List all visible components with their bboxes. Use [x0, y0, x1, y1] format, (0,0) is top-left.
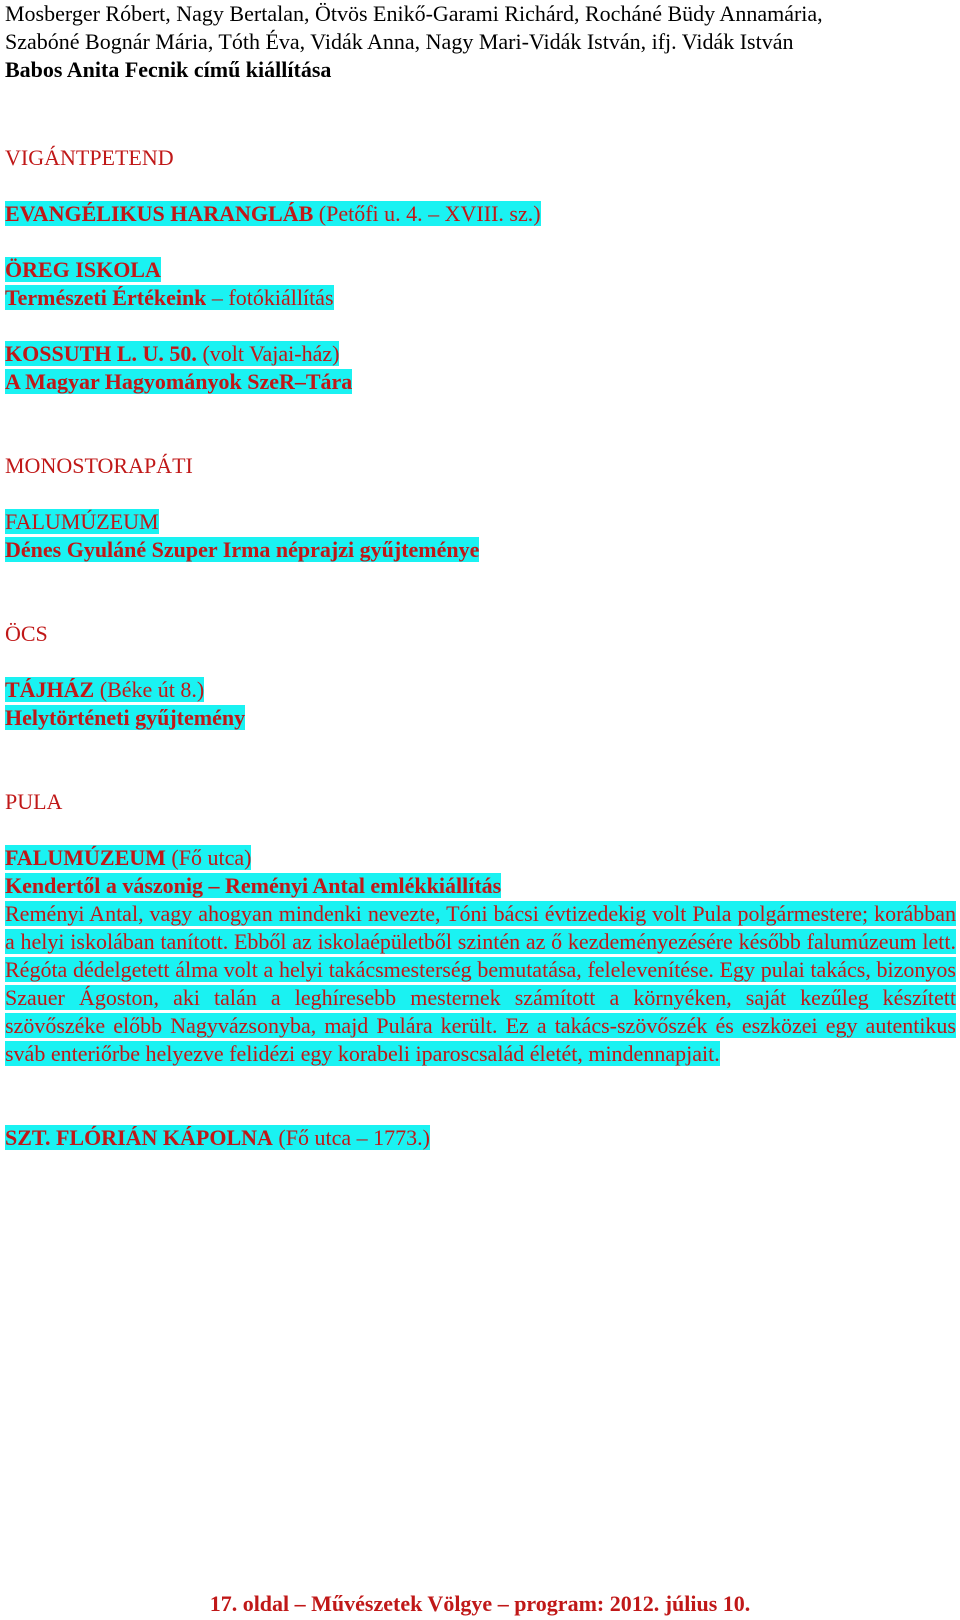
venue-oreg-iskola: ÖREG ISKOLA	[5, 257, 161, 282]
venue-falumuzeum-monostorapati-exhibit: Dénes Gyuláné Szuper Irma néprajzi gyűjteménye	[5, 537, 480, 562]
venue-tajhaz-exhibit: Helytörténeti gyűjtemény	[5, 705, 246, 730]
page-footer: 17. oldal – Művészetek Völgye – program: 2012. július 10.	[209, 1591, 751, 1616]
venue-szt-florian-kapolna: SZT. FLÓRIÁN KÁPOLNA (Fő utca – 1773.)	[5, 1125, 430, 1150]
venue-falumuzeum-pula-description: Reményi Antal, vagy ahogyan mindenki nevezte, Tóni bácsi évtizedekig volt Pula polgármestere; korábban a helyi iskolában tanított. Ebből az iskolaépületből szintén az ő kezdeményezésére később falumúzeum lett. Régóta dédelgetett álma volt a helyi takácsmesterség bemutatása, felelevenítése. Egy pulai takács, bizonyos Szauer Ágoston, aki talán a leghíresebb mesternek számított a környéken, saját kezűleg készített szövőszéke előbb Nagyvázsonyba, majd Pulára került. Ez a takács-szövőszék és eszközei egy autentikus sváb enteriőrbe helyezve felidézi egy korabeli iparoscsalád életét, mindennapjait.	[5, 901, 956, 1066]
venue-falumuzeum-pula: FALUMÚZEUM (Fő utca)	[5, 845, 252, 870]
section-heading-monostorapati: MONOSTORAPÁTI	[5, 453, 193, 478]
intro-line-2: Szabóné Bognár Mária, Tóth Éva, Vidák Anna, Nagy Mari-Vidák István, ifj. Vidák István	[5, 29, 794, 54]
intro-line-1: Mosberger Róbert, Nagy Bertalan, Ötvös Enikő-Garami Richárd, Rocháné Büdy Annamária,	[5, 1, 823, 26]
section-heading-vigantpetend: VIGÁNTPETEND	[5, 145, 174, 170]
venue-evangelikus-harangláb: EVANGÉLIKUS HARANGLÁB (Petőfi u. 4. – XVIII. sz.)	[5, 201, 541, 226]
section-heading-ocs: ÖCS	[5, 621, 48, 646]
venue-oreg-iskola-exhibit: Természeti Értékeink – fotókiállítás	[5, 285, 334, 310]
venue-falumuzeum-pula-exhibit: Kendertől a vászonig – Reményi Antal emlékkiállítás	[5, 873, 502, 898]
venue-falumuzeum-monostorapati: FALUMÚZEUM	[5, 509, 159, 534]
section-heading-pula: PULA	[5, 789, 63, 814]
venue-kossuth-exhibit: A Magyar Hagyományok SzeR–Tára	[5, 369, 353, 394]
venue-kossuth: KOSSUTH L. U. 50. (volt Vajai-ház)	[5, 341, 340, 366]
venue-tajhaz: TÁJHÁZ (Béke út 8.)	[5, 677, 205, 702]
intro-line-3: Babos Anita Fecnik című kiállítása	[5, 57, 332, 82]
